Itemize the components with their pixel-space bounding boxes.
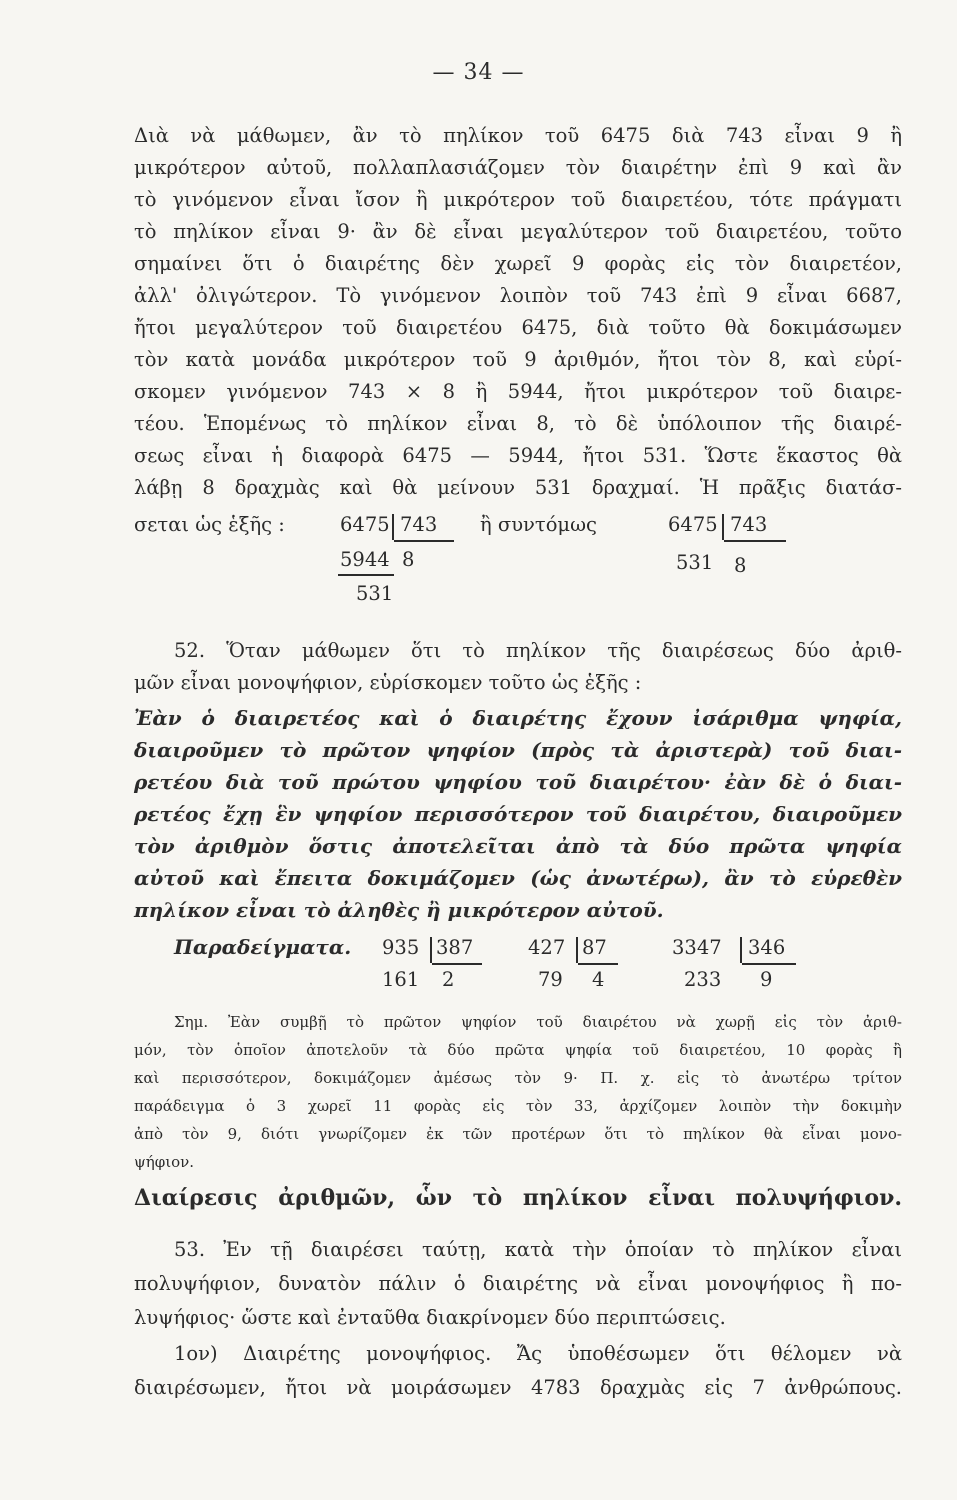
text-line: λάβῃ 8 δραχμὰς καὶ θὰ μείνουν 531 δραχμαί. Ἡ πρᾶξις διατάσ- (134, 476, 902, 499)
example-remainder: 79 (538, 968, 563, 991)
text-line: μικρότερον αὐτοῦ, πολλαπλασιάζομεν τὸν διαιρέτην ἐπὶ 9 καὶ ἂν (134, 156, 902, 179)
examples-label: Παραδείγματα. (174, 935, 352, 959)
note-line: Σημ. Ἐὰν συμβῇ τὸ πρῶτον ψηφίον τοῦ διαιρέτου νὰ χωρῇ εἰς τὸν ἀριθ- (174, 1013, 902, 1031)
text-line: σκομεν γινόμενον 743 × 8 ἢ 5944, ἤτοι μικρότερον τοῦ διαιρε- (134, 380, 902, 403)
text-line: 1ον) Διαιρέτης μονοψήφιος. Ἄς ὑποθέσωμεν ὅτι θέλομεν νὰ (174, 1342, 902, 1365)
text-line: μῶν εἶναι μονοψήφιον, εὑρίσκομεν τοῦτο ὡς ἑξῆς : (134, 671, 642, 694)
example-dividend: 935 (382, 936, 420, 959)
example-remainder: 161 (382, 968, 420, 991)
product: 5944 (340, 548, 390, 571)
short-quotient: 8 (734, 554, 747, 577)
example-remainder: 233 (684, 968, 722, 991)
text-line: σεως εἶναι ἡ διαφορὰ 6475 — 5944, ἤτοι 531. Ὥστε ἕκαστος θὰ (134, 444, 902, 467)
text-line: τέου. Ἑπομένως τὸ πηλίκον εἶναι 8, τὸ δὲ ὑπόλοιπον τῆς διαιρέ- (134, 412, 902, 435)
text-line: λυψήφιος· ὥστε καὶ ἐνταῦθα διακρίνομεν δύο περιπτώσεις. (134, 1306, 726, 1329)
subtraction-line (338, 574, 394, 576)
text-line: τὸ γινόμενον εἶναι ἴσον ἢ μικρότερον τοῦ διαιρετέου, τότε πράγματι (134, 188, 902, 211)
note-line: καὶ περισσότερον, δοκιμάζομεν ἀμέσως τὸν 9· Π. χ. εἰς τὸ ἀνωτέρω τρίτον (134, 1069, 902, 1087)
rule-line: αὐτοῦ καὶ ἔπειτα δοκιμάζομεν (ὡς ἀνωτέρω), ἂν τὸ εὑρεθὲν (134, 866, 902, 890)
short-division-bar (722, 514, 724, 540)
text-line: σημαίνει ὅτι ὁ διαιρέτης δὲν χωρεῖ 9 φορὰς εἰς τὸν διαιρετέον, (134, 252, 902, 275)
text-line: ἀλλ' ὀλιγώτερον. Τὸ γινόμενον λοιπὸν τοῦ 743 ἐπὶ 9 εἶναι 6687, (134, 284, 902, 307)
rule-line: Ἐὰν ὁ διαιρετέος καὶ ὁ διαιρέτης ἔχουν ἰσάριθμα ψηφία, (134, 706, 902, 730)
note-line: ψήφιον. (134, 1153, 195, 1171)
example-quotient: 4 (592, 968, 605, 991)
text-line: πολυψήφιον, δυνατὸν πάλιν ὁ διαιρέτης νὰ εἶναι μονοψήφιος ἢ πο- (134, 1272, 902, 1295)
example-divisor: 387 (436, 936, 474, 959)
divisor: 743 (400, 513, 438, 536)
example-division-bar (430, 937, 432, 963)
example-divisor-underline (432, 963, 482, 965)
example-quotient: 9 (760, 968, 773, 991)
example-dividend: 3347 (672, 936, 722, 959)
note-line: μόν, τὸν ὁποῖον ἀποτελοῦν τὰ δύο πρῶτα ψηφία τοῦ διαιρετέου, 10 φορὰς ἢ (134, 1041, 902, 1059)
example-division-bar (576, 937, 578, 963)
layout-prefix: σεται ὡς ἑξῆς : (134, 513, 285, 536)
dividend: 6475 (340, 513, 390, 536)
example-divisor-underline (742, 963, 796, 965)
or-briefly: ἢ συντόμως (480, 513, 597, 536)
example-dividend: 427 (528, 936, 566, 959)
short-divisor-underline (724, 540, 786, 542)
section-heading: Διαίρεσις ἀριθμῶν, ὧν τὸ πηλίκον εἶναι πολυψήφιον. (134, 1185, 902, 1211)
short-remainder: 531 (676, 551, 714, 574)
example-divisor: 346 (748, 936, 786, 959)
division-bar (392, 514, 394, 540)
page-number: — 34 — (432, 60, 525, 85)
rule-line: διαιροῦμεν τὸ πρῶτον ψηφίον (πρὸς τὰ ἀριστερὰ) τοῦ διαι- (134, 738, 902, 762)
text-line: 53. Ἐν τῇ διαιρέσει ταύτῃ, κατὰ τὴν ὁποίαν τὸ πηλίκον εἶναι (174, 1238, 902, 1261)
quotient: 8 (402, 548, 415, 571)
text-line: τὸ πηλίκον εἶναι 9· ἂν δὲ εἶναι μεγαλύτερον τοῦ διαιρετέου, τοῦτο (134, 220, 902, 243)
divisor-underline (394, 540, 454, 542)
example-divisor: 87 (582, 936, 607, 959)
example-divisor-underline (578, 963, 618, 965)
text-line: 52. Ὅταν μάθωμεν ὅτι τὸ πηλίκον τῆς διαιρέσεως δύο ἀριθ- (174, 639, 902, 662)
remainder: 531 (356, 582, 394, 605)
note-line: παράδειγμα ὁ 3 χωρεῖ 11 φορὰς εἰς τὸν 33, ἀρχίζομεν λοιπὸν τὴν δοκιμὴν (134, 1097, 902, 1115)
rule-line: ρετέου διὰ τοῦ πρώτου ψηφίου τοῦ διαιρέτου· ἐὰν δὲ ὁ διαι- (134, 770, 902, 794)
text-line: Διὰ νὰ μάθωμεν, ἂν τὸ πηλίκον τοῦ 6475 διὰ 743 εἶναι 9 ἢ (134, 124, 902, 147)
short-dividend: 6475 (668, 513, 718, 536)
text-line: ἤτοι μεγαλύτερον τοῦ διαιρετέου 6475, διὰ τοῦτο θὰ δοκιμάσωμεν (134, 316, 902, 339)
example-division-bar (740, 937, 742, 963)
rule-line: πηλίκον εἶναι τὸ ἀληθὲς ἢ μικρότερον αὐτοῦ. (134, 898, 664, 922)
text-line: διαιρέσωμεν, ἤτοι νὰ μοιράσωμεν 4783 δραχμὰς εἰς 7 ἀνθρώπους. (134, 1376, 902, 1399)
short-divisor: 743 (730, 513, 768, 536)
text-line: τὸν κατὰ μονάδα μικρότερον τοῦ 9 ἀριθμόν, ἤτοι τὸν 8, καὶ εὑρί- (134, 348, 902, 371)
example-quotient: 2 (442, 968, 455, 991)
rule-line: τὸν ἀριθμὸν ὅστις ἀποτελεῖται ἀπὸ τὰ δύο πρῶτα ψηφία (134, 834, 902, 858)
rule-line: ρετέος ἔχῃ ἓν ψηφίον περισσότερον τοῦ διαιρέτου, διαιροῦμεν (134, 802, 902, 826)
note-line: ἀπὸ τὸν 9, διότι γνωρίζομεν ἐκ τῶν προτέρων ὅτι τὸ πηλίκον θὰ εἶναι μονο- (134, 1125, 902, 1143)
